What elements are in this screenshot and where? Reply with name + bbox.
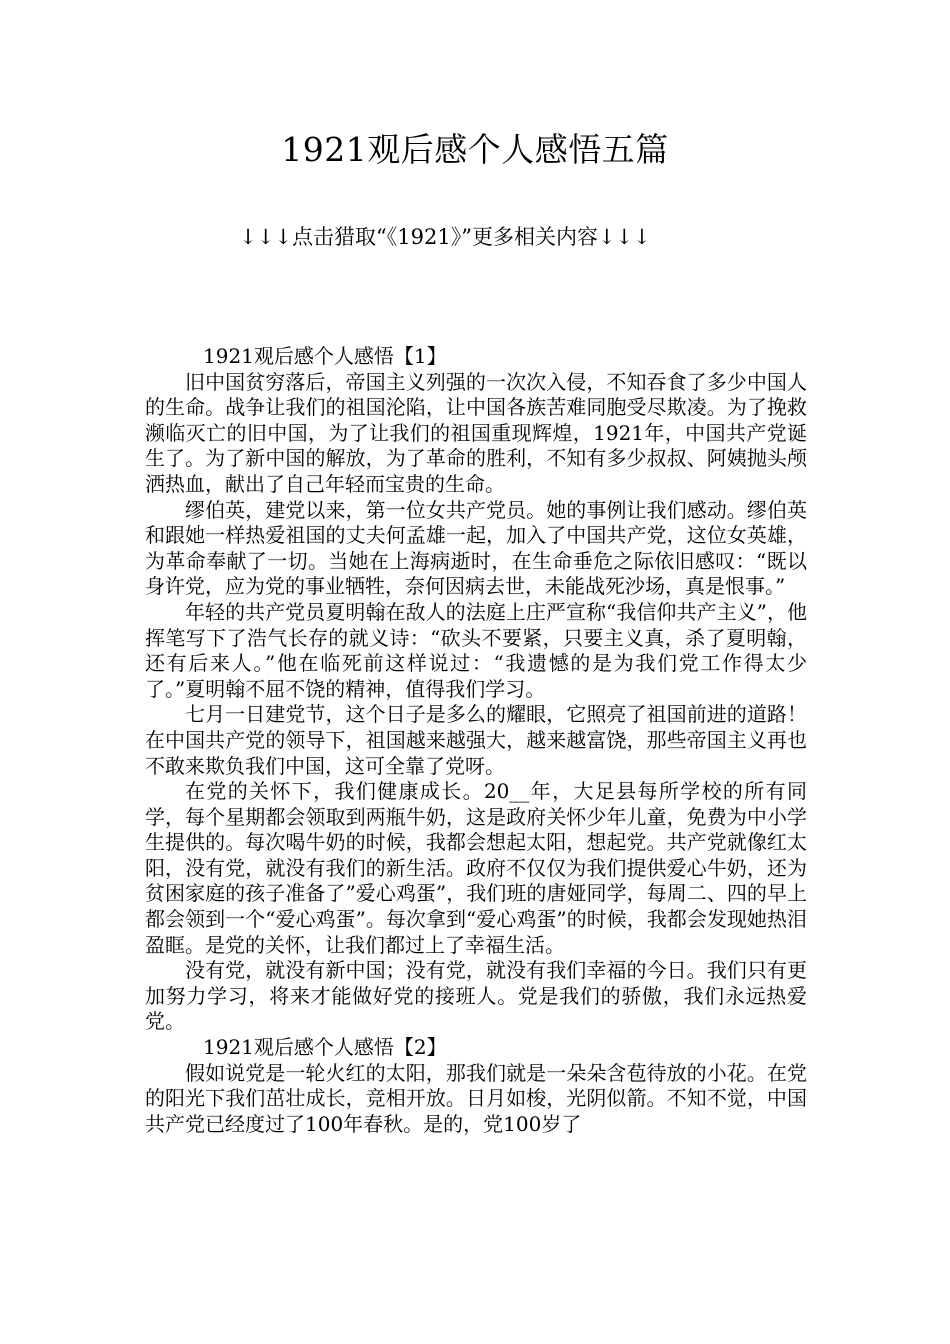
section-heading: 1921观后感个人感悟【1】 bbox=[203, 344, 447, 368]
article-body bbox=[145, 344, 807, 1137]
document-title: 1921观后感个人感悟五篇 bbox=[281, 130, 669, 169]
body-paragraph: 七月一日建党节，这个日子是多么的耀眼，它照亮了祖国前进的道路！在中国共产党的领导下，祖国越来越强大，越来越富饶，那些帝国主义再也不敢来欺负我们中国，这可全靠了党呀。 bbox=[145, 702, 807, 778]
body-paragraph: 在党的关怀下，我们健康成长。20__年，大足县每所学校的所有同学，每个星期都会领取到两瓶牛奶，这是政府关怀少年儿童，免费为中小学生提供的。每次喝牛奶的时候，我都会想起太阳，想起党。共产党就像红太阳，没有党，就没有我们的新生活。政府不仅仅为我们提供爱心牛奶，还为贫困家庭的孩子准备了”爱心鸡蛋”，我们班的唐娅同学，每周二、四的早上都会领到一个“爱心鸡蛋”。每次拿到“爱心鸡蛋”的时候，我都会发现她热泪盈眶。是党的关怀，让我们都过上了幸福生活。 bbox=[145, 779, 807, 957]
body-paragraph: 旧中国贫穷落后，帝国主义列强的一次次入侵，不知吞食了多少中国人的生命。战争让我们的祖国沦陷，让中国各族苦难同胞受尽欺凌。为了挽救濒临灭亡的旧中国，为了让我们的祖国重现辉煌，1921年，中国共产党诞生了。为了新中国的解放，为了革命的胜利，不知有多少叔叔、阿姨抛头颅洒热血，献出了自己年轻而宝贵的生命。 bbox=[145, 369, 807, 496]
body-paragraph: 缪伯英，建党以来，第一位女共产党员。她的事例让我们感动。缪伯英和跟她一样热爱祖国的丈夫何孟雄一起，加入了中国共产党，这位女英雄，为革命奉献了一切。当她在上海病逝时，在生命垂危之际依旧感叹：“既以身许党，应为党的事业牺牲，奈何因病去世，未能战死沙场，真是恨事。” bbox=[145, 497, 807, 599]
body-paragraph: 没有党，就没有新中国；没有党，就没有我们幸福的今日。我们只有更加努力学习，将来才能做好党的接班人。党是我们的骄傲，我们永远热爱党。 bbox=[145, 958, 807, 1034]
body-paragraph: 假如说党是一轮火红的太阳，那我们就是一朵朵含苞待放的小花。在党的阳光下我们茁壮成长，竞相开放。日月如梭，光阴似箭。不知不觉，中国共产党已经度过了100年春秋。是的，党100岁了 bbox=[145, 1060, 807, 1136]
section-heading: 1921观后感个人感悟【2】 bbox=[203, 1035, 447, 1060]
body-paragraph: 年轻的共产党员夏明翰在敌人的法庭上庄严宣称“我信仰共产主义”，他挥笔写下了浩气长存的就义诗：“砍头不要紧，只要主义真，杀了夏明翰，还有后来人。”他在临死前这样说过：“我遗憾的是为我们党工作得太少了。”夏明翰不屈不饶的精神，值得我们学习。 bbox=[145, 599, 807, 701]
related-content-link[interactable]: ↓↓↓点击猎取“《1921》”更多相关内容↓↓↓ bbox=[239, 225, 651, 249]
